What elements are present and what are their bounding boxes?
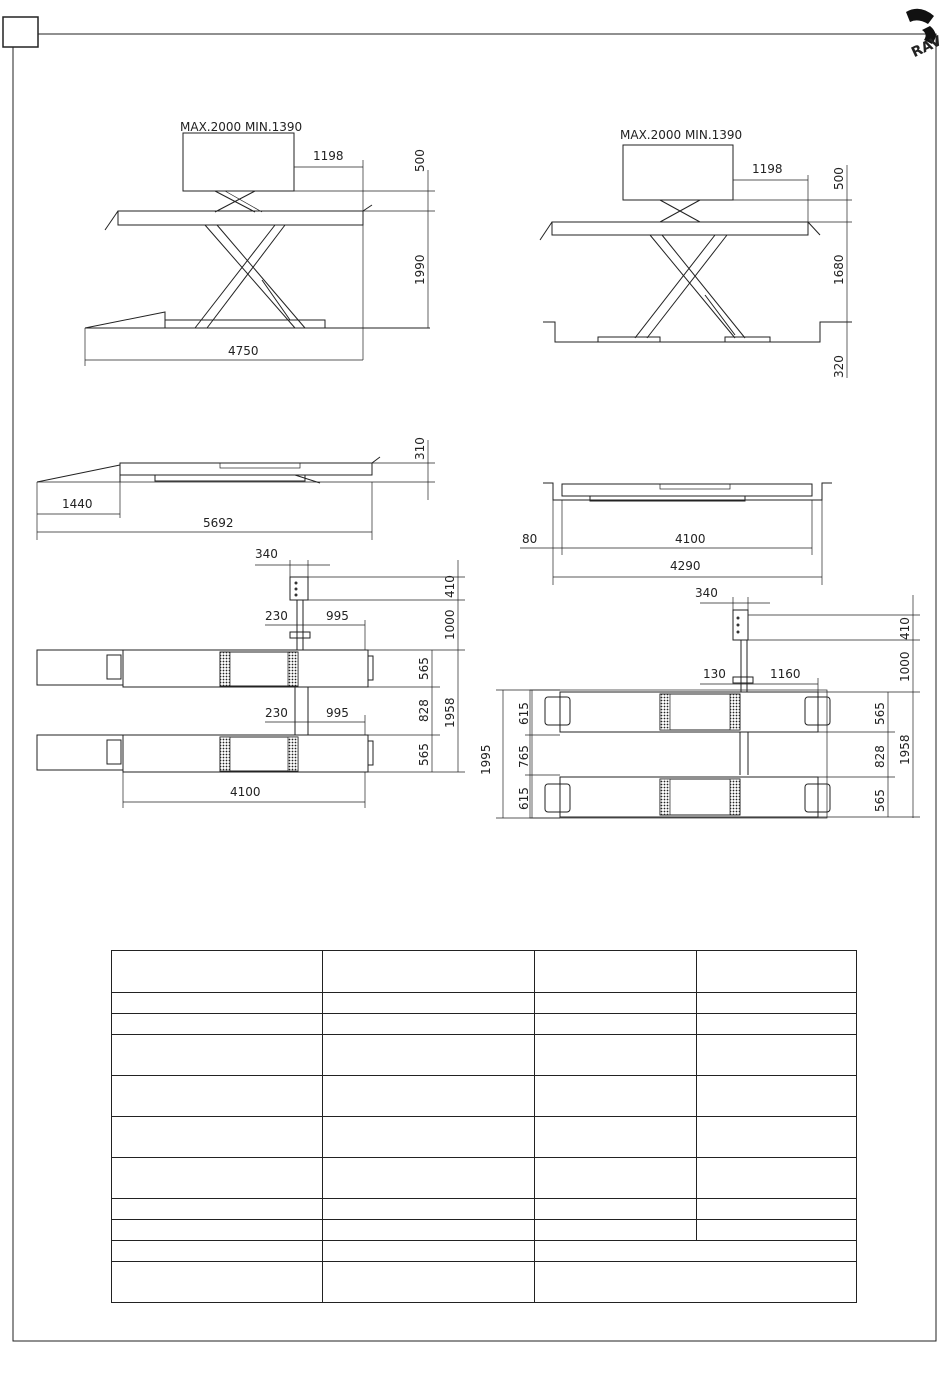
dim-span-b: 995 <box>326 706 349 720</box>
table-row <box>112 1076 857 1117</box>
table-cell <box>697 1035 857 1076</box>
dim-extension-left: 1198 <box>313 149 344 163</box>
table-row <box>112 1117 857 1158</box>
dim-col-offset-left: 1000 <box>443 609 457 640</box>
table-row <box>112 1199 857 1220</box>
dim-span-a: 995 <box>326 609 349 623</box>
table-cell <box>112 1076 323 1117</box>
table-cell <box>697 1014 857 1035</box>
table-cell <box>112 1241 323 1262</box>
table-cell <box>697 1220 857 1241</box>
table-cell <box>323 1241 535 1262</box>
dim-pit-a: 615 <box>517 702 531 725</box>
dim-overall-width-right: 1958 <box>898 734 912 765</box>
brand-logo <box>906 9 944 61</box>
table-cell <box>535 1220 697 1241</box>
dim-jack-height-right: 500 <box>832 167 846 190</box>
table-cell <box>112 1035 323 1076</box>
dim-post-offset-a: 230 <box>265 609 288 623</box>
dim-span-right: 1160 <box>770 667 801 681</box>
dim-platform-length-left: 4100 <box>230 785 261 799</box>
table-cell <box>112 1158 323 1199</box>
dim-gap-right: 828 <box>873 745 887 768</box>
table-cell <box>323 993 535 1014</box>
table-cell <box>112 1220 323 1241</box>
dim-pit-total: 1995 <box>479 744 493 775</box>
brand-logo-text: RAV <box>909 33 945 62</box>
table-cell <box>535 1035 697 1076</box>
dim-flush-platform-length: 4100 <box>675 532 706 546</box>
table-row <box>112 951 857 993</box>
table-cell <box>112 951 323 993</box>
table-cell <box>323 1199 535 1220</box>
table-cell <box>697 1199 857 1220</box>
dim-col-width-left: 340 <box>255 547 278 561</box>
dim-platform-width-b-right: 565 <box>873 789 887 812</box>
table-cell <box>697 1117 857 1158</box>
dim-ramp-length: 1440 <box>62 497 93 511</box>
table-cell <box>112 1117 323 1158</box>
specification-table <box>111 950 857 1303</box>
table-cell <box>535 951 697 993</box>
dim-lowered-height: 310 <box>413 437 427 460</box>
table-row <box>112 993 857 1014</box>
table-cell <box>323 1014 535 1035</box>
table-cell <box>112 1262 323 1303</box>
dim-flush-total-length: 4290 <box>670 559 701 573</box>
table-cell <box>697 951 857 993</box>
dim-jack-height-left: 500 <box>413 149 427 172</box>
dim-overall-width-left: 1958 <box>443 697 457 728</box>
dim-pit-b: 615 <box>517 787 531 810</box>
dim-flush-offset: 80 <box>522 532 538 546</box>
side-view-flush-diagram <box>540 128 852 378</box>
table-cell <box>535 1076 697 1117</box>
table-row <box>112 1014 857 1035</box>
dim-col-offset-right: 1000 <box>898 651 912 682</box>
table-cell <box>697 993 857 1014</box>
dim-max-min-left: MAX.2000 MIN.1390 <box>180 120 303 134</box>
dim-platform-width-right: 565 <box>873 702 887 725</box>
table-row <box>112 1158 857 1199</box>
dim-col-depth-right: 410 <box>898 617 912 640</box>
table-cell <box>535 1117 697 1158</box>
dim-lowered-total-length: 5692 <box>203 516 234 530</box>
dim-total-length-left: 4750 <box>228 344 259 358</box>
table-cell <box>697 1076 857 1117</box>
table-row <box>112 1220 857 1241</box>
dim-lift-height-left: 1990 <box>413 254 427 285</box>
dim-platform-width-left: 565 <box>417 657 431 680</box>
dim-lift-height-right: 1680 <box>832 254 846 285</box>
table-cell <box>323 951 535 993</box>
table-row <box>112 1241 857 1262</box>
plan-surface-diagram <box>37 547 465 808</box>
table-cell <box>535 1014 697 1035</box>
dim-col-width-right: 340 <box>695 586 718 600</box>
side-view-surface-diagram <box>85 120 435 366</box>
table-cell <box>323 1035 535 1076</box>
table-cell <box>535 993 697 1014</box>
table-cell <box>535 1262 857 1303</box>
dim-col-depth-left: 410 <box>443 575 457 598</box>
table-row <box>112 1262 857 1303</box>
lowered-flush-diagram <box>520 483 832 585</box>
dim-post-offset-right: 130 <box>703 667 726 681</box>
table-cell <box>697 1158 857 1199</box>
table-cell <box>535 1241 857 1262</box>
table-cell <box>535 1199 697 1220</box>
table-cell <box>323 1076 535 1117</box>
table-cell <box>323 1262 535 1303</box>
table-row <box>112 1035 857 1076</box>
table-cell <box>112 1199 323 1220</box>
table-cell <box>323 1158 535 1199</box>
table-cell <box>535 1158 697 1199</box>
table-cell <box>323 1117 535 1158</box>
dim-post-offset-b: 230 <box>265 706 288 720</box>
lowered-surface-diagram <box>37 437 435 540</box>
plan-flush-diagram <box>479 586 920 818</box>
table-cell <box>112 1014 323 1035</box>
dim-gap-left: 828 <box>417 699 431 722</box>
dim-pit-gap: 765 <box>517 745 531 768</box>
table-cell <box>112 993 323 1014</box>
dim-extension-right: 1198 <box>752 162 783 176</box>
dim-pit-depth: 320 <box>832 355 846 378</box>
dim-max-min-right: MAX.2000 MIN.1390 <box>620 128 743 142</box>
dim-platform-width-b-left: 565 <box>417 743 431 766</box>
table-cell <box>323 1220 535 1241</box>
